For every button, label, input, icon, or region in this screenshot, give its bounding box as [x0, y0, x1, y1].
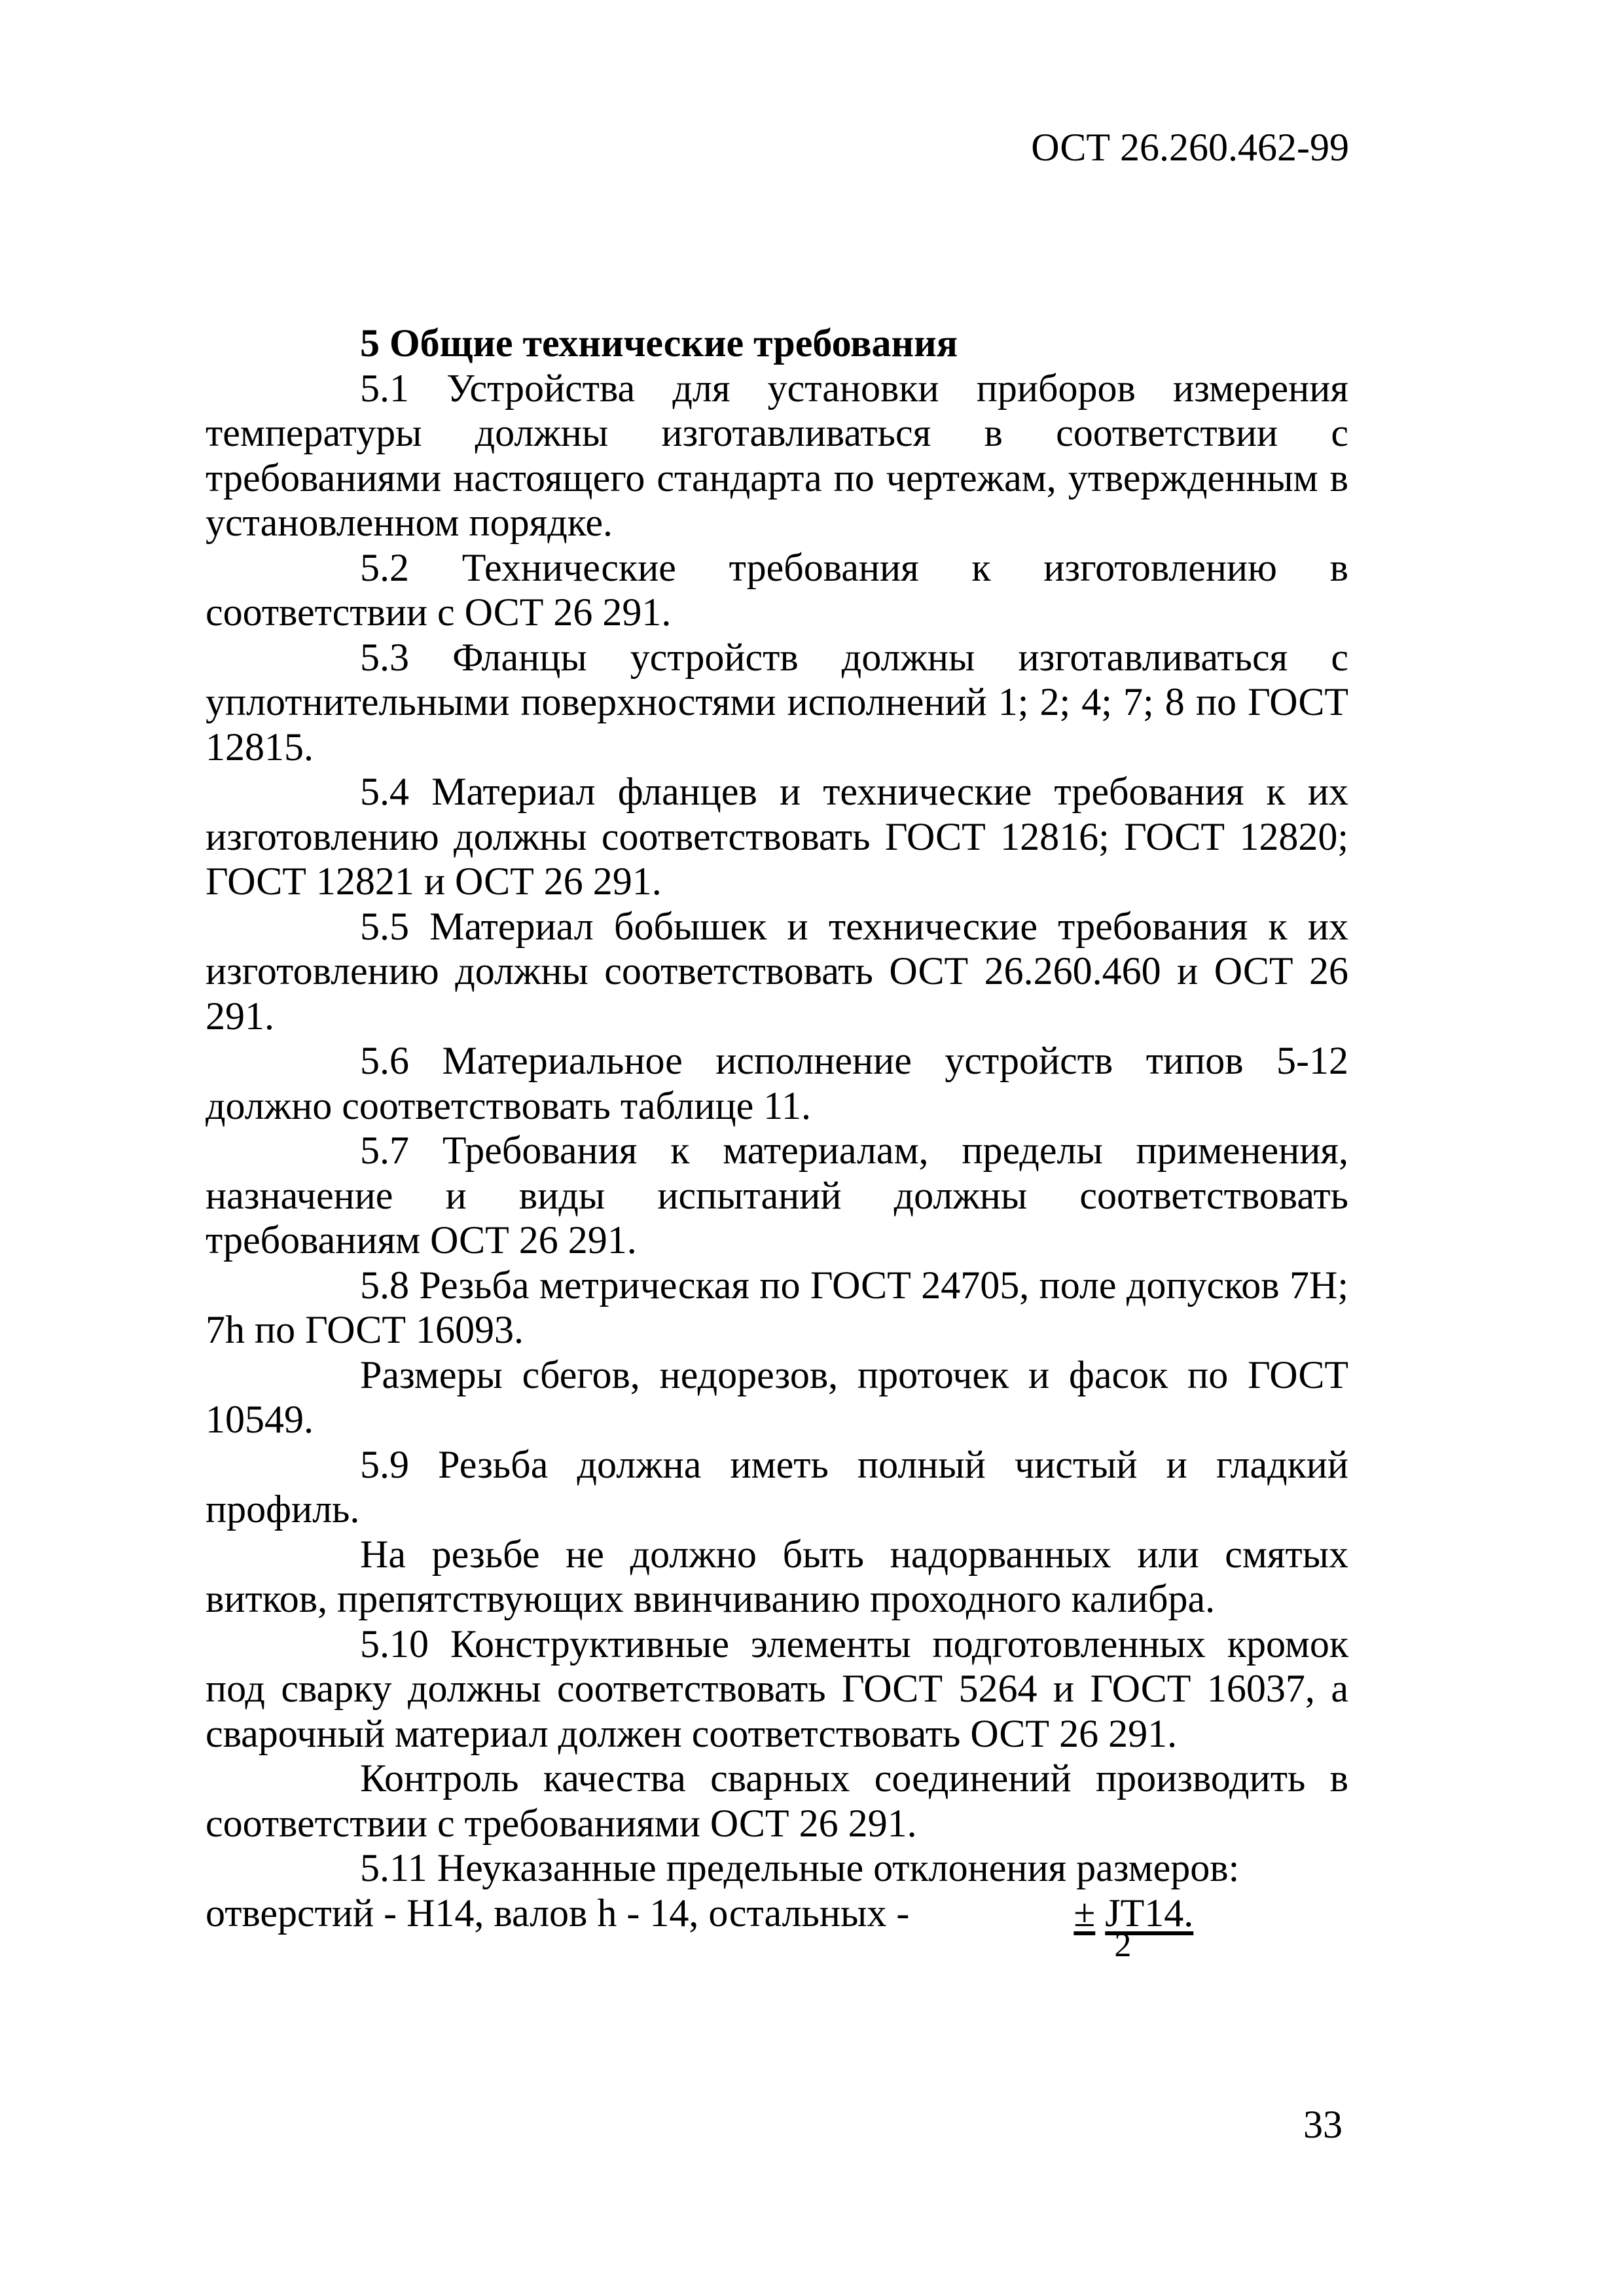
document-code: ОСТ 26.260.462-99 [1031, 126, 1349, 169]
document-body [206, 321, 1348, 1964]
paragraph-5-6: 5.6 Материальное исполнение устройств типов 5-12 должно соответствовать таблице 11. [206, 1039, 1348, 1127]
paragraph-5-2: 5.2 Технические требования к изготовлению в соответствии с ОСТ 26 291. [206, 545, 1348, 634]
paragraph-5-8: 5.8 Резьба метрическая по ГОСТ 24705, поле допусков 7Н; 7h по ГОСТ 16093. [206, 1263, 1348, 1351]
tolerance-fraction [919, 1891, 1194, 1964]
paragraph-5-5: 5.5 Материал бобышек и технические требования к их изготовлению должны соответствовать ОСТ 26.260.460 и ОСТ 26 291. [206, 904, 1348, 1038]
paragraph-5-4: 5.4 Материал фланцев и технические требования к их изготовлению должны соответствовать ГОСТ 12816; ГОСТ 12820; ГОСТ 12821 и ОСТ 26 291. [206, 770, 1348, 903]
fraction-numerator: JT14. [1105, 1891, 1194, 1935]
paragraph-5-3: 5.3 Фланцы устройств должны изготавливаться с уплотнительными поверхностями исполнений 1; 2; 4; 7; 8 по ГОСТ 12815. [206, 635, 1348, 769]
plus-minus-sign: ± [1074, 1891, 1096, 1935]
paragraph-5-8-cont: Размеры сбегов, недорезов, проточек и фасок по ГОСТ 10549. [206, 1353, 1348, 1441]
paragraph-5-11-text: 5.11 Неуказанные предельные отклонения размеров: отверстий - Н14, валов h - 14, остальных - [206, 1846, 1240, 1935]
paragraph-5-10-cont: Контроль качества сварных соединений производить в соответствии с требованиями ОСТ 26 291. [206, 1757, 1348, 1845]
page-number: 33 [1303, 2103, 1343, 2146]
paragraph-5-9: 5.9 Резьба должна иметь полный чистый и гладкий профиль. [206, 1442, 1348, 1531]
paragraph-5-7: 5.7 Требования к материалам, пределы применения, назначение и виды испытаний должны соответствовать требованиям ОСТ 26 291. [206, 1129, 1348, 1262]
paragraph-5-10: 5.10 Конструктивные элементы подготовленных кромок под сварку должны соответствовать ГОСТ 5264 и ГОСТ 16037, а сварочный материал должен соответствовать ОСТ 26 291. [206, 1622, 1348, 1755]
section-title: 5 Общие технические требования [360, 321, 958, 365]
fraction-denominator: 2 [1114, 1926, 1132, 1964]
paragraph-5-11 [206, 1846, 1348, 1964]
paragraph-5-1: 5.1 Устройства для установки приборов измерения температуры должны изготавливаться в соответствии с требованиями настоящего стандарта по чертежам, утвержденным в установленном порядке. [206, 366, 1348, 544]
paragraph-5-9-cont: На резьбе не должно быть надорванных или смятых витков, препятствующих ввинчиванию проходного калибра. [206, 1532, 1348, 1620]
